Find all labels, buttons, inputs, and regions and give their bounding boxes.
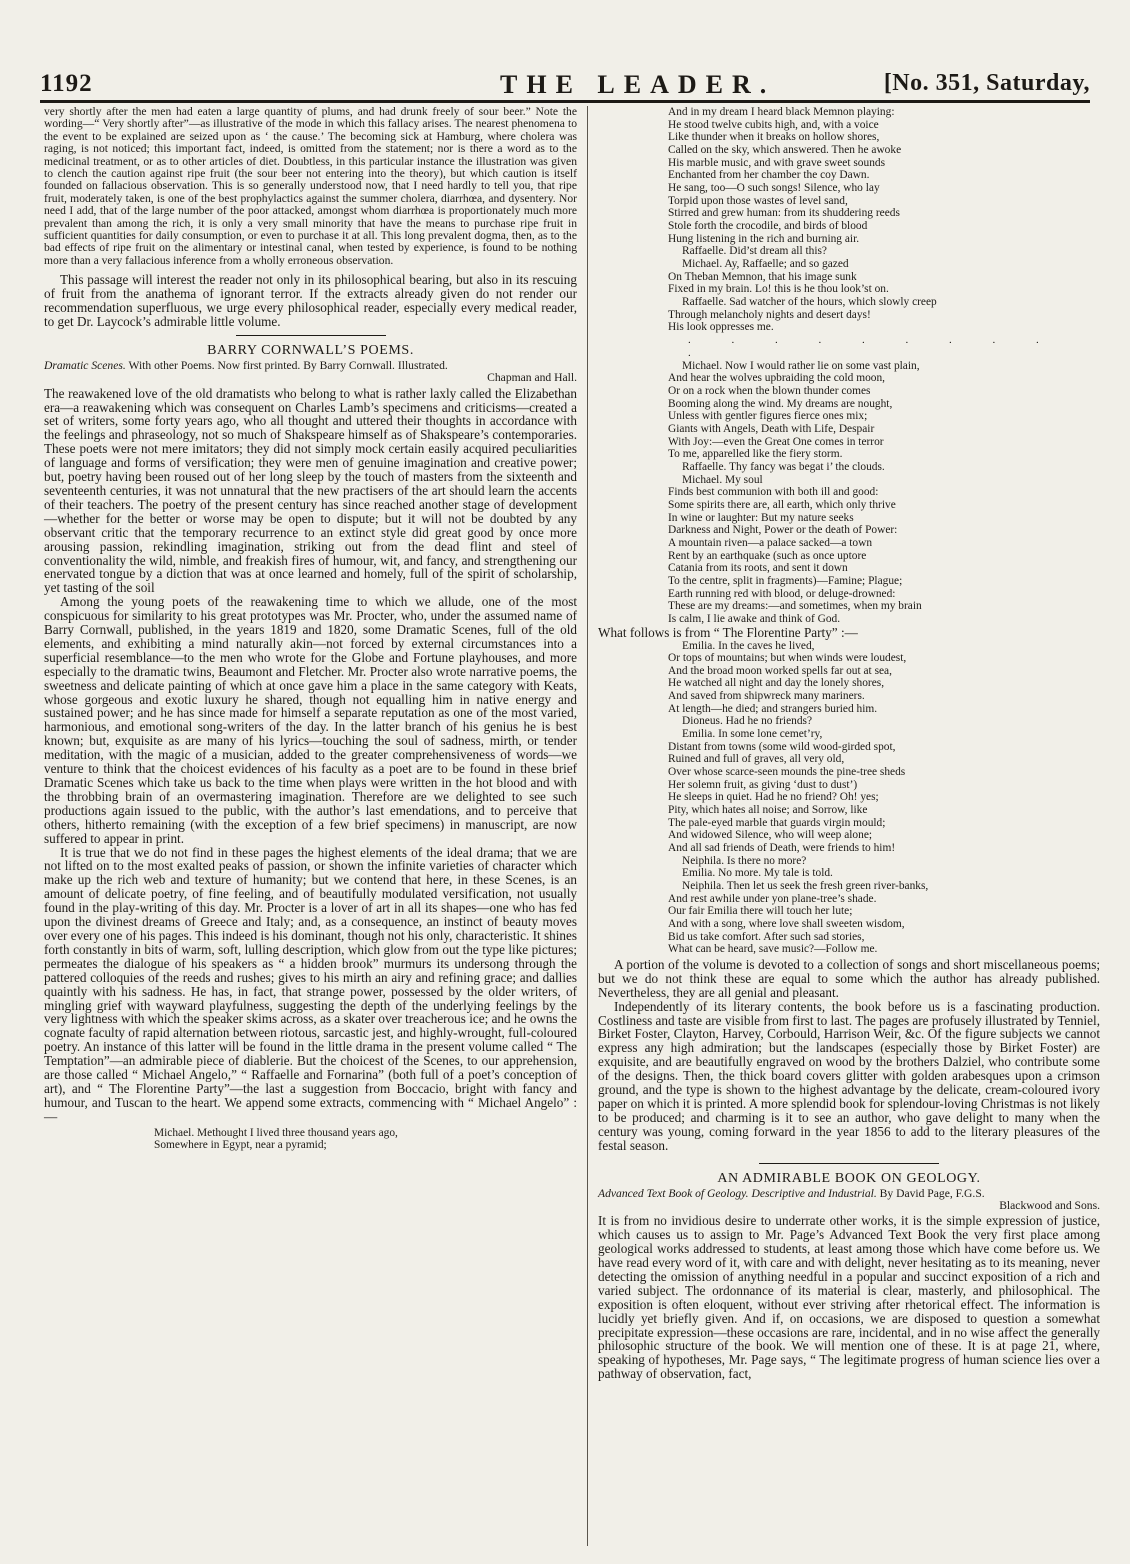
verse-line: Dioneus. Had he no friends? [682,715,813,728]
verse-line: Emilia. In the caves he lived, [682,639,815,652]
book-title: Advanced Text Book of Geology. Descriptive and Industrial. [598,1186,877,1200]
verse-line: Like thunder when it breaks on hollow shores, [668,131,880,144]
right-column [598,106,1100,1381]
section-divider [759,1163,939,1164]
verse-line: And in my dream I heard black Memnon playing: [668,106,895,118]
paragraph: It is from no invidious desire to underrate other works, it is the simple expression of justice, which causes us to assign to Mr. Page’s Advanced Text Book the very first place among geological works addressed to students, at least among those which have come before us. We have read every word of it, with care and with delight, never hesitating as to its meaning, never detecting the omission of anything needful in a popular and succinct exposition of a rich and varied subject. The ordonnance of its material is clear, masterly, and philosophical. The exposition is often eloquent, without ever striving after rhetorical effect. The information is lucidly yet briefly given. And if, on occasions, we are disposed to question a somewhat precipitate expression—these occasions are rare, incidental, and in no wise affect the generally philosophic structure of the book. We will mention one of these. It is at page 21, where, speaking of hypotheses, Mr. Page says, “ The legitimate progress of human science lies over a pathway of observation, fact, [598,1213,1100,1382]
newspaper-title: THE LEADER. [500,70,776,99]
verse-line: Raffaelle. Thy fancy was begat i’ the clouds. [682,461,885,474]
verse-extract [154,1127,577,1152]
left-column [44,106,577,1152]
verse-line: In wine or laughter: But my nature seeks [668,511,854,524]
issue-info: [No. 351, Saturday, [883,70,1090,96]
paragraph: Independently of its literary contents, the book before us is a fascinating production. Costliness and taste are visible from first to last. The pages are profusely illustrated by Tenniel, Birket Foster, Clayton, Harvey, Corbould, Harrison Weir, &c. Of the figure subjects we cannot express any high admiration; but the landscapes (especially those by Birket Foster) are exquisite, and are beautifully engraved on wood by the brothers Dalziel, who contribute some of the designs. Then, the thick board covers glitter with golden arabesques upon a crimson ground, and the type is shown to the highest advantage by the delicate, cream-coloured ivory paper on which it is printed. A more splendid book for splendour-loving Christmas is not likely to be produced; and charming is it to see an author, who gave delight to many when the century was young, coming forward in the year 1856 to add to the literary pleasures of the festal season. [598,998,1100,1153]
verse-line: Her solemn fruit, as giving ‘dust to dust’) [668,778,858,791]
verse-line: Bid us take comfort. After such sad stories, [668,930,865,943]
verse-line: Booming along the wind. My dreams are nought, [668,397,893,410]
paragraph: This passage will interest the reader not only in its philosophical bearing, but also in its rescuing of fruit from the anathema of ignorant terror. If the extracts already given do not render our recommendation superfluous, we urge every philosophical reader, especially every medical reader, to get Dr. Laycock’s admirable little volume. [44,272,577,329]
paragraph: It is true that we do not find in these pages the highest elements of the ideal drama; that we are not lifted on to the most exalted peaks of passion, or shown the infinite varieties of character which make up the rich web and texture of humanity; but we contend that here, in these Scenes, is an amount of delicate poetry, of fine feeling, and of beautifully modulated versification, not usually found in the play-writing of this day. Mr. Procter is a lover of art in all its shapes—one who has fed upon the divinest dreams of Greece and Italy; and, as a consequence, an instinct of beauty moves over every one of his pages. This indeed is his dominant, though not his only, characteristic. It shines forth constantly in bits of warm, soft, lulling description, which glow from out the type like pictures; permeates the dialogue of his speakers as “ a hidden brook” murmurs its undersong through the pattered colloquies of the reeds and rushes; gives to his mirth an airy and refining grace; and dallies quaintly with his sadness. He has, in fact, that strange power, possessed by the older writers, of mingling grief with wayward playfulness, suggesting the depth of the underlying feelings by the very lightness with which the speaker skims across, as a skater over treacherous ice; and he owns the cognate faculty of rapid alternation between riotous, sarcastic jest, and highly-wrought, full-coloured poetry. An instance of this latter will be found in the little drama in the present volume called “ The Temptation”—an admirable piece of diablerie. But the choicest of the Scenes, to our apprehension, are those called “ Michael Angelo,” “ Raffaelle and Fornarina” (both full of a poet’s conception of art), and “ The Florentine Party”—the last a suggestion from Boccacio, bright with fancy and humour, and Tuscan to the heart. We append some extracts, commencing with “ Michael Angelo” :— [44,844,577,1124]
header-rule [40,100,1090,103]
book-details: With other Poems. Now first printed. By Barry Cornwall. Illustrated. [128,358,448,372]
verse-line: And saved from shipwreck many mariners. [668,690,865,703]
verse-michael-angelo [668,106,1100,626]
verse-line: He sleeps in quiet. Had he no friend? Oh! yes; [668,791,879,804]
verse-line: Stole forth the crocodile, and birds of blood [668,219,868,232]
verse-line: And widowed Silence, who will weep alone; [668,829,873,842]
review-conclusion [598,958,1100,1153]
book-author: By David Page, F.G.S. [879,1186,985,1200]
section-divider [236,335,386,336]
verse-line: His marble music, and with grave sweet sounds [668,156,886,169]
article-title: AN ADMIRABLE BOOK ON GEOLOGY. [717,1170,981,1186]
verse-line: Some spirits there are, all earth, which only thrive [668,499,896,512]
verse-line: Or on a rock when the blown thunder comes [668,385,871,398]
verse-line: Torpid upon those wastes of level sand, [668,194,848,207]
verse-line: And with a song, where love shall sweeten wisdom, [668,917,905,930]
verse-line: Raffaelle. Did’st dream all this? [682,245,827,258]
verse-line: Distant from towns (some wild wood-girded spot, [668,740,896,753]
book-byline [44,360,577,385]
paragraph: The reawakened love of the old dramatists who belong to what is rather laxly called the Elizabethan era—a reawakening which was consequent on Charles Lamb’s specimens and criticisms—created a set of writers, some forty years ago, who all thought and uttered their thoughts in accordance with the feelings and phraseology, not so much of Shakspeare himself as of Shakspeare’s contemporaries. These poets were not mere imitators; they did not simply mock certain easily acquired peculiarities of language and forms of versification; they were men of genuine imagination and creative power; but, poetry having been roused out of her long sleep by the touch of masters from the sixteenth and seventeenth centuries, it was not unnatural that the new practisers of the art should learn the accents of their teachers. The poetry of the present century has since reached another stage of development—whether for the better or worse may be open to dispute; but it will not be doubted by any observant critic that the temporary recurrence to an extinct style did great good by once more arousing passion, rekindling imagination, striking out from the dead flint and steel of conventionality the wild, nimble, and freakish fires of humour, wit, and fancy, and strengthening our enervated tongue by a diction that was at once learned and homely, full of the spirit of scholarship, yet tasting of the soil [44,385,577,596]
verse-line: Rent by an earthquake (such as once uptore [668,549,867,562]
verse-line: And the broad moon worked spells far out at sea, [668,664,892,677]
verse-line: With Joy:—even the Great One comes in terror [668,435,884,448]
verse-line: Michael. Ay, Raffaelle; and so gazed [682,257,849,270]
verse-line: Earth running red with blood, or deluge-drowned: [668,587,896,600]
verse-line: Hung listening in the rich and burning air. [668,232,860,245]
review-close [44,273,577,329]
verse-line: He sang, too—O such songs! Silence, who lay [668,181,880,194]
extract-text: very shortly after the men had eaten a large quantity of plums, and had drunk freely of sour beer.” Note the wording—“ Very shortly after”—as illustrative of the mode in which this fallacy arises. The nearest phenomena to the event to be explained are seized upon as ‘ the cause.’ The becoming sick at Hamburg, where cholera was raging, is not noticed; this important fact, indeed, is omitted from the statement; nor is there a word as to the medicinal treatment, or as to other articles of diet. Doubtless, in this particular instance the illustration was given to clench the caution against ripe fruit (the sour beer not entering into the theory), but which caution is itself founded on fallacious observation. This is so generally understood now, that I need hardly to tell you, that ripe fruit, moderately taken, is one of the best prophylactics against the summer cholera, diarrhœa, and dysentery. Nor need I add, that of the large number of the poor attacked, amongst whom diarrhœa is proportionately much more prevalent than among the rich, it is only a very small minority that have the means to purchase ripe fruit in sufficient quantities for daily consumption, or even to purchase it at all. This long prevalent dogma, then, as to the bad effects of ripe fruit on the alimentary or intestinal canal, when tested by experience, is found to be nothing more than a very fallacious inference from a wholly erroneous observation. [44,105,577,267]
verse-florentine-party [668,640,1100,956]
quoted-extract [44,106,577,267]
paragraph: What follows is from “ The Florentine Party” :— [598,624,858,640]
verse-line: A mountain riven—a palace sacked—a town [668,537,873,549]
verse-line: Emilia. No more. My tale is told. [682,867,833,880]
verse-line: These are my dreams:—and sometimes, when my brain [668,600,922,613]
verse-line: Our fair Emilia there will touch her lute; [668,905,853,918]
verse-line: Darkness and Night, Power or the death of Power: [668,524,898,537]
verse-line: Emilia. In some lone cemet’ry, [682,728,823,741]
transition-line [598,626,1100,640]
verse-line: Michael. Methought I lived three thousand years ago, [154,1126,398,1139]
book-byline [598,1188,1100,1213]
verse-line: On Theban Memnon, that his image sunk [668,270,857,283]
paragraph: Among the young poets of the reawakening time to which we allude, one of the most conspicuous for similarity to his great prototypes was Mr. Procter, who, under the assumed name of Barry Cornwall, published, in the years 1819 and 1820, some Dramatic Scenes, full of the old elements, and exhibiting a mind naturally akin—not forced by external circumstances into a superficial resemblance—to the men who wrote for the Globe and Fortune playhouses, and more especially to the dramatic twins, Beaumont and Fletcher. Mr. Procter also wrote narrative poems, the sweetness and delicate painting of which at once gave him a place in the same category with Keats, whose gorgeous and exotic luxury he shared, though not equalling him in native energy and sustained power; and he has since made for himself a separate reputation as one of the most varied, harmonious, and emotional song-writers of the day. In the latter branch of his genius he is best known; but, exquisite as are many of his lyrics—touching the soul of sadness, mirth, or tender meditation, with the magic of a musician, added to the greater comprehensiveness of words—we venture to think that the choicest evidences of his faculty as a poet are to be found in these brief Dramatic Scenes which take us back to the time when plays were written in the hot blood and with the throbbing brain of an overmastering imagination. Therefore are we delighted to see such productions again issued to the public, with the author’s last emendations, and to perceive that others, hitherto remaining (with the exception of a few brief specimens) in manuscript, are now suffered to appear in print. [44,594,577,846]
verse-line: Raffaelle. Sad watcher of the hours, which slowly creep [682,295,937,308]
book-title: Dramatic Scenes. [44,358,126,372]
publisher: Chapman and Hall. [487,371,577,385]
verse-line: Neiphila. Then let us seek the fresh green river-banks, [682,879,929,892]
verse-line: Finds best communion with both ill and good: [668,486,879,499]
verse-line: And all sad friends of Death, were friends to him! [668,842,896,854]
verse-line: Fixed in my brain. Lo! this is he thou look’st on. [668,283,889,296]
verse-line: Pity, which hates all noise; and Sorrow, like [668,804,868,817]
article-title: BARRY CORNWALL’S POEMS. [207,342,414,358]
verse-line: Michael. Now I would rather lie on some vast plain, [682,359,920,372]
verse-line: His look oppresses me. [668,321,774,334]
verse-line: He stood twelve cubits high, and, with a voice [668,118,879,131]
verse-line: He watched all night and day the lonely shores, [668,677,885,690]
article-body [598,1214,1100,1381]
verse-line: Unless with gentler figures fierce ones mix; [668,410,868,423]
masthead [40,70,1090,100]
verse-line: At length—he died; and strangers buried him. [668,702,878,715]
verse-line: Enchanted from her chamber the coy Dawn. [668,169,870,182]
verse-line: Through melancholy nights and desert days! [668,308,871,321]
verse-line: Michael. My soul [682,473,763,486]
verse-line: Catania from its roots, and sent it down [668,562,848,575]
article-body [44,387,577,1124]
verse-line: Called on the sky, which answered. Then he awoke [668,143,902,156]
verse-line: To me, apparelled like the fiery storm. [668,448,843,461]
verse-line: And rest awhile under yon plane-tree’s shade. [668,892,877,905]
verse-line: Or tops of mountains; but when winds were loudest, [668,652,907,665]
verse-line: Stirred and grew human: from its shuddering reeds [668,207,900,220]
verse-line: Is calm, I lie awake and think of God. [668,612,841,625]
page-number: 1192 [40,70,93,97]
verse-line: Neiphila. Is there no more? [682,854,807,867]
column-rule [587,106,588,1546]
verse-line: To the centre, split in fragments)—Famine; Plague; [668,574,903,587]
verse-line: Over whose scarce-seen mounds the pine-tree sheds [668,766,906,779]
ellipsis-dots: . . . . . . . . . . [688,333,1058,359]
verse-line: The pale-eyed marble that guards virgin mould; [668,816,886,829]
verse-line: And hear the wolves upbraiding the cold moon, [668,372,886,385]
verse-line: Giants with Angels, Death with Life, Despair [668,423,875,436]
verse-line: Ruined and full of graves, all very old, [668,753,845,766]
publisher: Blackwood and Sons. [999,1198,1100,1212]
paragraph: A portion of the volume is devoted to a collection of songs and short miscellaneous poems; but we do not think these are equal to some which the author has already published. Nevertheless, they are all genial and pleasant. [598,956,1100,1000]
verse-line: Somewhere in Egypt, near a pyramid; [154,1139,327,1152]
verse-line: What can be heard, save music?—Follow me. [668,943,878,956]
